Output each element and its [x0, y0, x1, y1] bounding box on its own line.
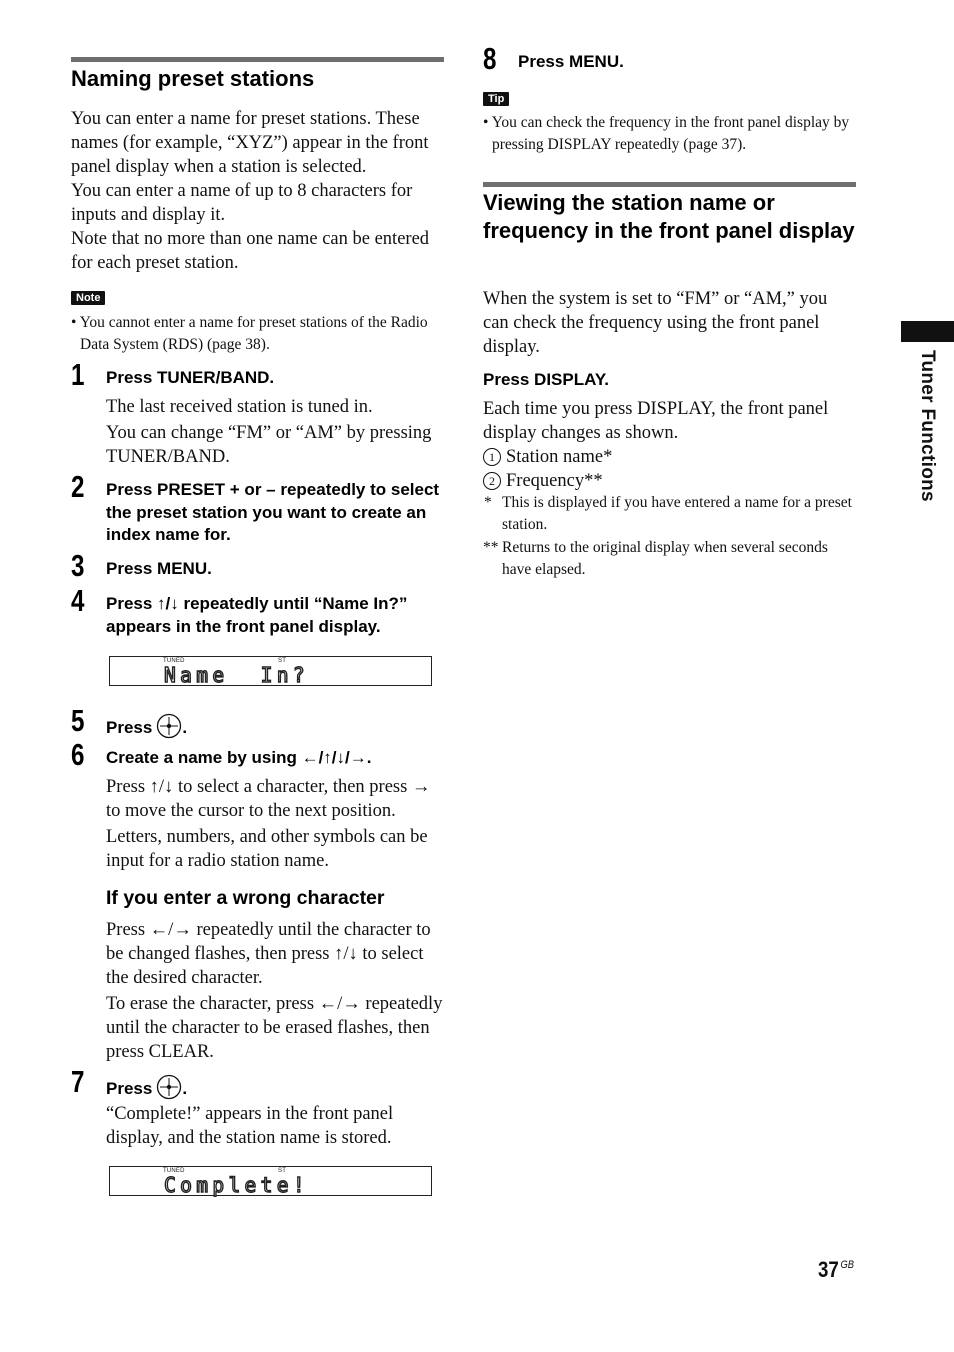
step-title: Press MENU.	[518, 52, 624, 71]
circled-number: 1	[483, 448, 501, 466]
footnote-mark: *	[484, 494, 492, 511]
step-number: 1	[71, 357, 85, 392]
lcd-st-indicator: ST	[278, 658, 287, 664]
note-text	[71, 312, 444, 356]
step-body	[106, 775, 446, 875]
step-title-text: Press	[106, 718, 153, 737]
step-paragraph: Letters, numbers, and other symbols can be input for a radio station name.	[106, 827, 428, 871]
lcd-st-indicator: ST	[278, 1168, 287, 1174]
step-title-text: Press	[106, 1079, 153, 1098]
front-panel-display	[109, 656, 432, 686]
chapter-tab	[901, 321, 954, 342]
step-title: Press .	[106, 1074, 446, 1101]
intro-paragraph: When the system is set to “FM” or “AM,” you can check the frequency using the front panel display.	[483, 289, 828, 357]
step-paragraph: Press ↑/↓ to select a character, then press → to move the cursor to the next position.	[106, 777, 431, 821]
step-title: Press .	[106, 713, 446, 740]
step-number: 2	[71, 469, 85, 504]
circled-number: 2	[483, 472, 501, 490]
enter-button-icon	[156, 1074, 182, 1100]
step-paragraph: You can change “FM” or “AM” by pressing TUNER/BAND.	[106, 423, 432, 467]
subsection-paragraph: Press ←/→ repeatedly until the character to be changed flashes, then press ↑/↓ to select the desired character.	[106, 920, 431, 988]
footnote-mark: **	[483, 539, 499, 556]
step-title: Press MENU.	[106, 559, 212, 578]
page-number-suffix: GB	[840, 1259, 855, 1271]
tip-text	[483, 112, 856, 156]
intro-text	[483, 287, 856, 359]
chapter-label: Tuner Functions	[917, 350, 938, 502]
intro-paragraph: Note that no more than one name can be entered for each preset station.	[71, 229, 430, 273]
lcd-tuned-indicator: TUNED	[163, 1168, 185, 1174]
footnote	[483, 492, 856, 536]
step-number: 5	[71, 703, 85, 738]
note-bullet: • You cannot enter a name for preset stations of the Radio Data System (RDS) (page 38).	[71, 314, 428, 353]
lcd-tuned-indicator: TUNED	[163, 658, 185, 664]
display-item	[483, 469, 856, 493]
section-title-viewing: Viewing the station name or frequency in the front panel display	[483, 190, 855, 243]
step-number: 4	[71, 583, 85, 618]
section-title-naming: Naming preset stations	[71, 66, 315, 91]
footnote	[483, 537, 856, 581]
intro-paragraph: You can enter a name for preset stations. These names (for example, “XYZ”) appear in the front panel display when a station is selected.	[71, 109, 429, 177]
display-item	[483, 445, 856, 469]
step-title: Press ↑/↓ repeatedly until “Name In?” appears in the front panel display.	[106, 594, 408, 636]
step-body	[106, 1102, 446, 1152]
subsection-body	[106, 918, 446, 1066]
lcd-text: Name In?	[164, 663, 310, 687]
step-paragraph: The last received station is tuned in.	[106, 397, 373, 417]
page-number	[818, 1257, 854, 1283]
press-display-body	[483, 397, 856, 493]
step-number: 8	[483, 41, 497, 76]
page-number-value: 37	[818, 1257, 839, 1282]
tip-badge: Tip	[483, 92, 509, 106]
section-divider	[71, 57, 444, 62]
step-number: 7	[71, 1064, 85, 1099]
step-title: Create a name by using ←/↑/↓/→.	[106, 748, 372, 767]
press-display-title: Press DISPLAY.	[483, 370, 609, 389]
step-number: 6	[71, 737, 85, 772]
step-body	[106, 395, 446, 471]
subsection-paragraph: To erase the character, press ←/→ repeatedly until the character to be erased flashes, then press CLEAR.	[106, 994, 443, 1062]
intro-text	[71, 107, 444, 275]
step-title: Press TUNER/BAND.	[106, 368, 275, 387]
display-item-text: Frequency**	[506, 471, 603, 491]
display-item-text: Station name*	[506, 447, 613, 467]
footnote-text: Returns to the original display when several seconds have elapsed.	[502, 539, 828, 578]
lcd-text: Complete!	[164, 1173, 310, 1197]
subsection-title: If you enter a wrong character	[106, 887, 385, 909]
front-panel-display	[109, 1166, 432, 1196]
intro-paragraph: You can enter a name of up to 8 characters for inputs and display it.	[71, 181, 413, 225]
step-paragraph: “Complete!” appears in the front panel display, and the station name is stored.	[106, 1104, 394, 1148]
step-title: Press PRESET + or – repeatedly to select the preset station you want to create an index name for.	[106, 480, 440, 544]
enter-button-icon	[156, 713, 182, 739]
press-display-paragraph: Each time you press DISPLAY, the front panel display changes as shown.	[483, 399, 829, 443]
footnote-text: This is displayed if you have entered a name for a preset station.	[502, 494, 852, 533]
note-badge: Note	[71, 291, 105, 305]
tip-bullet: • You can check the frequency in the front panel display by pressing DISPLAY repeatedly (page 37).	[483, 114, 850, 153]
section-divider	[483, 182, 856, 187]
step-number: 3	[71, 548, 85, 583]
